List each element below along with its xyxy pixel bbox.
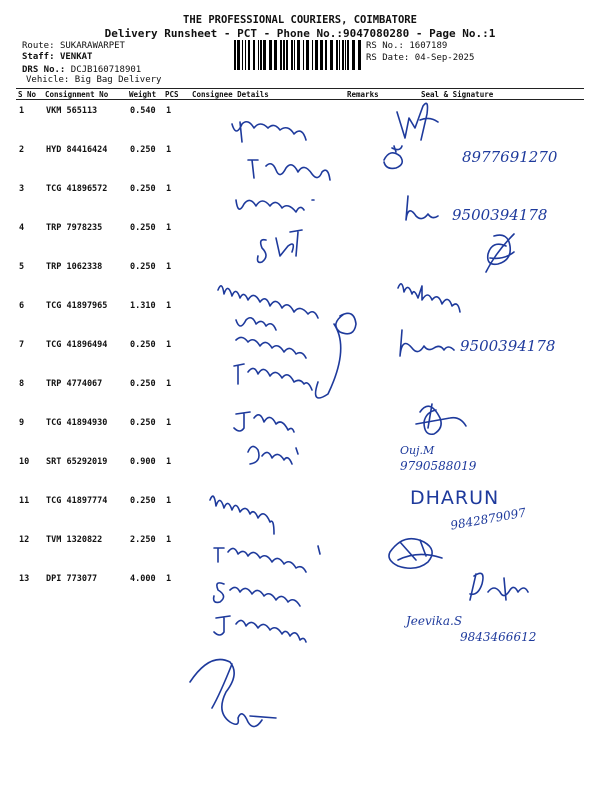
row-pcs: 1 (166, 418, 172, 428)
row-remarks (345, 256, 391, 295)
col-remarks: Remarks (345, 89, 391, 100)
row-remarks (345, 334, 391, 373)
row-weight: 0.250 (130, 340, 156, 350)
row-sno: 8 (19, 379, 25, 389)
row-consignee (190, 412, 345, 451)
rs-date-label: RS Date: (366, 53, 410, 63)
row-weight: 0.250 (130, 496, 156, 506)
row-pcs: 1 (166, 262, 172, 272)
col-consignment: Consignment No (43, 89, 127, 100)
runsheet-subtitle: Delivery Runsheet - PCT - Phone No.:9047080280 - Page No.:1 (104, 27, 496, 40)
row-remarks (345, 529, 391, 568)
row-pcs: 1 (166, 301, 172, 311)
col-weight: Weight (127, 89, 163, 100)
staff-label: Staff: (22, 52, 55, 62)
table-row (16, 451, 584, 490)
drs-value: DCJB160718901 (70, 65, 142, 75)
route-line (22, 41, 125, 52)
row-pcs: 1 (166, 106, 172, 116)
row-consignee (190, 256, 345, 295)
col-sno: S No (16, 89, 43, 100)
signature-13-name (214, 616, 306, 642)
table-row (16, 529, 584, 568)
company-title: THE PROFESSIONAL COURIERS, COIMBATORE (183, 14, 417, 26)
row-remarks (345, 451, 391, 490)
drs-label: DRS No.: (22, 65, 66, 75)
row-pcs: 1 (166, 496, 172, 506)
row-remarks (345, 295, 391, 334)
row-consignment: TRP 1062338 (46, 262, 103, 272)
table-header-row (16, 89, 584, 100)
row-consignment: TCG 41896494 (46, 340, 108, 350)
row-pcs: 1 (166, 379, 172, 389)
scribble-bottom (190, 660, 276, 727)
rs-date-line (366, 53, 474, 63)
row-sno: 3 (19, 184, 25, 194)
col-pcs: PCS (163, 89, 190, 100)
row-pcs: 1 (166, 145, 172, 155)
row-consignment: TCG 41896572 (46, 184, 108, 194)
row-sno: 7 (19, 340, 25, 350)
rs-no-value: 1607189 (409, 41, 448, 51)
handwritten-phone-2: 8977691270 (462, 148, 558, 166)
row-sno: 2 (19, 145, 25, 155)
vehicle-line (26, 75, 161, 86)
rs-no-line (366, 41, 447, 51)
handwritten-phone-11: 9842879097 (449, 505, 527, 533)
row-consignee (190, 451, 345, 490)
route-value: SUKARAWARPET (59, 41, 125, 51)
row-weight: 0.250 (130, 145, 156, 155)
row-consignee (190, 490, 345, 529)
row-consignment: DPI 773077 (46, 574, 98, 584)
row-consignee (190, 178, 345, 217)
table-row (16, 373, 584, 412)
handwritten-name-13: Jeevika.S (406, 614, 463, 628)
table-row (16, 295, 584, 334)
row-signature (391, 256, 584, 295)
row-consignee (190, 529, 345, 568)
row-pcs: 1 (166, 574, 172, 584)
handwritten-name-10: DHARUN (410, 487, 500, 509)
row-weight: 2.250 (130, 535, 156, 545)
row-sno: 11 (19, 496, 30, 506)
row-weight: 0.250 (130, 223, 156, 233)
row-signature (391, 568, 584, 607)
row-remarks (345, 568, 391, 607)
row-consignment: TCG 41897774 (46, 496, 108, 506)
barcode (234, 40, 361, 70)
row-weight: 4.000 (130, 574, 156, 584)
vehicle-label: Vehicle: (26, 75, 70, 85)
table-row (16, 256, 584, 295)
row-consignee (190, 295, 345, 334)
row-sno: 12 (19, 535, 30, 545)
row-consignment: TRP 7978235 (46, 223, 103, 233)
route-label: Route: (22, 41, 55, 51)
handwritten-name-9: Ouj.M (400, 444, 435, 457)
row-consignment: TVM 1320822 (46, 535, 103, 545)
row-consignment: TCG 41897965 (46, 301, 108, 311)
row-weight: 0.900 (130, 457, 156, 467)
col-consignee: Consignee Details (190, 89, 345, 100)
row-weight: 0.250 (130, 418, 156, 428)
row-weight: 0.250 (130, 262, 156, 272)
row-consignee (190, 217, 345, 256)
row-consignee (190, 334, 345, 373)
row-consignment: VKM 565113 (46, 106, 98, 116)
row-remarks (345, 217, 391, 256)
rs-no-label: RS No.: (366, 41, 404, 51)
row-pcs: 1 (166, 223, 172, 233)
table-row (16, 412, 584, 451)
row-signature (391, 373, 584, 412)
row-weight: 1.310 (130, 301, 156, 311)
row-consignee (190, 568, 345, 607)
handwritten-phone-6: 9500394178 (460, 337, 556, 355)
handwritten-phone-3: 9500394178 (452, 206, 548, 224)
row-sno: 5 (19, 262, 25, 272)
row-sno: 6 (19, 301, 25, 311)
row-sno: 10 (19, 457, 30, 467)
row-consignment: TRP 4774067 (46, 379, 103, 389)
row-sno: 13 (19, 574, 30, 584)
row-signature (391, 295, 584, 334)
row-pcs: 1 (166, 457, 172, 467)
handwritten-phone-9: 9790588019 (400, 459, 477, 473)
row-sno: 9 (19, 418, 25, 428)
row-weight: 0.540 (130, 106, 156, 116)
row-pcs: 1 (166, 340, 172, 350)
row-remarks (345, 139, 391, 178)
table-row (16, 568, 584, 607)
row-pcs: 1 (166, 535, 172, 545)
row-consignment: SRT 65292019 (46, 457, 108, 467)
row-remarks (345, 178, 391, 217)
row-weight: 0.250 (130, 184, 156, 194)
row-remarks (345, 373, 391, 412)
row-consignment: TCG 41894930 (46, 418, 108, 428)
row-weight: 0.250 (130, 379, 156, 389)
row-remarks (345, 100, 391, 140)
row-sno: 4 (19, 223, 25, 233)
row-pcs: 1 (166, 184, 172, 194)
row-remarks (345, 490, 391, 529)
row-signature (391, 529, 584, 568)
vehicle-value: Big Bag Delivery (74, 75, 162, 85)
table-row (16, 100, 584, 140)
row-consignee (190, 139, 345, 178)
rs-date-value: 04-Sep-2025 (414, 53, 475, 63)
handwritten-phone-13: 9843466612 (460, 630, 537, 644)
col-signature: Seal & Signature (391, 89, 584, 100)
staff-value: VENKAT (59, 52, 93, 62)
row-consignment: HYD 84416424 (46, 145, 108, 155)
row-remarks (345, 412, 391, 451)
row-sno: 1 (19, 106, 25, 116)
row-signature (391, 100, 584, 140)
row-consignee (190, 100, 345, 140)
staff-line (22, 52, 92, 63)
row-consignee (190, 373, 345, 412)
